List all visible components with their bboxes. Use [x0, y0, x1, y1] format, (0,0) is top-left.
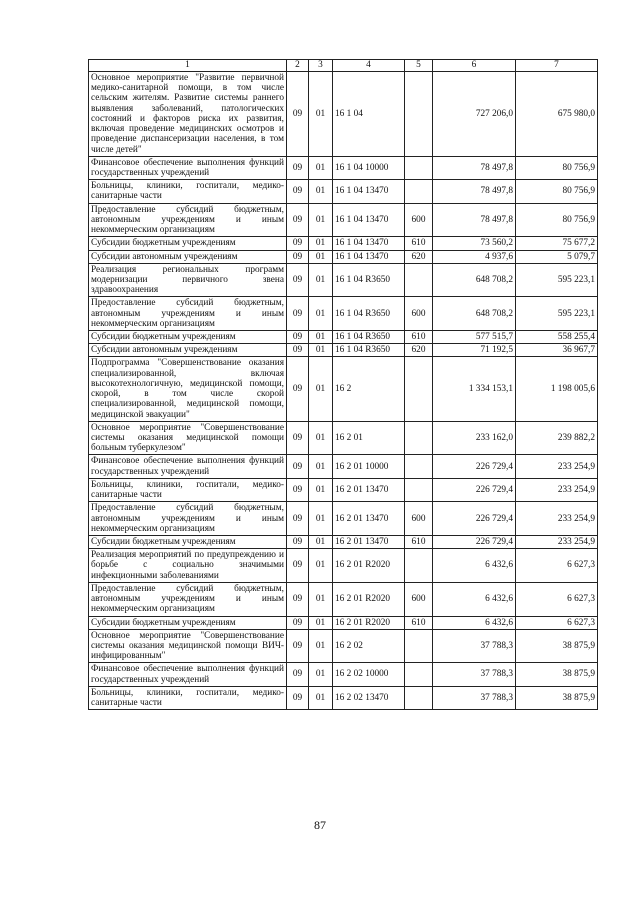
row-name-cell: Субсидии бюджетным учреждениям — [89, 331, 287, 344]
expense-type-code-cell: 610 — [405, 237, 433, 250]
table-row — [89, 478, 598, 501]
row-name-cell: Основное мероприятие "Развитие первичной медико-санитарной помощи, в том числе сельским жителям. Развитие системы раннего выявления заболеваний, патологических состояний и факторов риска их развития, включая проведение медицинских осмотров и проведение диспансеризации населения, в том числе детей" — [89, 72, 287, 157]
subsection-code-cell: 01 — [309, 250, 333, 263]
section-code-cell: 09 — [287, 616, 309, 629]
expense-type-code-cell — [405, 180, 433, 203]
subsection-code-cell: 01 — [309, 663, 333, 686]
amount-year-2-cell: 558 255,4 — [516, 331, 598, 344]
subsection-code-cell: 01 — [309, 156, 333, 179]
expense-type-code-cell — [405, 663, 433, 686]
section-code-cell: 09 — [287, 72, 309, 157]
row-name-cell: Финансовое обеспечение выполнения функций государственных учреждений — [89, 663, 287, 686]
table-row — [89, 203, 598, 237]
expense-type-code-cell — [405, 156, 433, 179]
expense-type-code-cell: 610 — [405, 616, 433, 629]
amount-year-1-cell: 4 937,6 — [433, 250, 516, 263]
amount-year-2-cell: 36 967,7 — [516, 344, 598, 357]
expense-type-code-cell — [405, 72, 433, 157]
amount-year-1-cell: 6 432,6 — [433, 616, 516, 629]
expense-type-code-cell — [405, 421, 433, 455]
table-row — [89, 357, 598, 421]
row-name-cell: Субсидии бюджетным учреждениям — [89, 535, 287, 548]
subsection-code-cell: 01 — [309, 686, 333, 709]
amount-year-1-cell: 233 162,0 — [433, 421, 516, 455]
amount-year-2-cell: 595 223,1 — [516, 297, 598, 331]
target-item-code-cell: 16 2 01 R2020 — [333, 616, 405, 629]
expense-type-code-cell — [405, 478, 433, 501]
section-code-cell: 09 — [287, 344, 309, 357]
row-name-cell: Финансовое обеспечение выполнения функций государственных учреждений — [89, 156, 287, 179]
target-item-code-cell: 16 2 01 13470 — [333, 535, 405, 548]
section-code-cell: 09 — [287, 478, 309, 501]
row-name-cell: Субсидии автономным учреждениям — [89, 250, 287, 263]
amount-year-1-cell: 37 788,3 — [433, 663, 516, 686]
amount-year-1-cell: 1 334 153,1 — [433, 357, 516, 421]
table-row — [89, 250, 598, 263]
amount-year-1-cell: 648 708,2 — [433, 297, 516, 331]
subsection-code-cell: 01 — [309, 616, 333, 629]
subsection-code-cell: 01 — [309, 629, 333, 663]
subsection-code-cell: 01 — [309, 357, 333, 421]
subsection-code-cell: 01 — [309, 297, 333, 331]
section-code-cell: 09 — [287, 203, 309, 237]
amount-year-1-cell: 727 206,0 — [433, 72, 516, 157]
subsection-code-cell: 01 — [309, 478, 333, 501]
amount-year-1-cell: 78 497,8 — [433, 203, 516, 237]
amount-year-1-cell: 6 432,6 — [433, 549, 516, 583]
expense-type-code-cell: 600 — [405, 297, 433, 331]
subsection-code-cell: 01 — [309, 421, 333, 455]
amount-year-2-cell: 80 756,9 — [516, 203, 598, 237]
amount-year-1-cell: 226 729,4 — [433, 478, 516, 501]
amount-year-2-cell: 38 875,9 — [516, 686, 598, 709]
table-row — [89, 263, 598, 297]
table-row — [89, 582, 598, 616]
target-item-code-cell: 16 1 04 13470 — [333, 237, 405, 250]
amount-year-1-cell: 6 432,6 — [433, 582, 516, 616]
table-row — [89, 344, 598, 357]
subsection-code-cell: 01 — [309, 331, 333, 344]
amount-year-1-cell: 71 192,5 — [433, 344, 516, 357]
expense-type-code-cell — [405, 263, 433, 297]
amount-year-2-cell: 239 882,2 — [516, 421, 598, 455]
amount-year-2-cell: 80 756,9 — [516, 180, 598, 203]
target-item-code-cell: 16 1 04 10000 — [333, 156, 405, 179]
page-number: 87 — [314, 818, 326, 832]
target-item-code-cell: 16 1 04 R3650 — [333, 344, 405, 357]
amount-year-1-cell: 78 497,8 — [433, 180, 516, 203]
amount-year-2-cell: 6 627,3 — [516, 549, 598, 583]
expense-type-code-cell — [405, 357, 433, 421]
subsection-code-cell: 01 — [309, 237, 333, 250]
amount-year-2-cell: 5 079,7 — [516, 250, 598, 263]
header-col-3: 3 — [309, 60, 333, 72]
amount-year-2-cell: 6 627,3 — [516, 616, 598, 629]
target-item-code-cell: 16 2 02 10000 — [333, 663, 405, 686]
table-row — [89, 455, 598, 478]
row-name-cell: Предоставление субсидий бюджетным, автономным учреждениям и иным некоммерческим организациям — [89, 502, 287, 536]
target-item-code-cell: 16 2 01 — [333, 421, 405, 455]
row-name-cell: Больницы, клиники, госпитали, медико-санитарные части — [89, 478, 287, 501]
table-row — [89, 72, 598, 157]
table-row — [89, 156, 598, 179]
header-col-6: 6 — [433, 60, 516, 72]
table-row — [89, 549, 598, 583]
section-code-cell: 09 — [287, 297, 309, 331]
amount-year-1-cell: 226 729,4 — [433, 502, 516, 536]
expense-type-code-cell: 600 — [405, 502, 433, 536]
subsection-code-cell: 01 — [309, 535, 333, 548]
header-col-5: 5 — [405, 60, 433, 72]
expense-type-code-cell: 620 — [405, 344, 433, 357]
expense-type-code-cell: 610 — [405, 331, 433, 344]
subsection-code-cell: 01 — [309, 455, 333, 478]
row-name-cell: Больницы, клиники, госпитали, медико-санитарные части — [89, 686, 287, 709]
amount-year-2-cell: 38 875,9 — [516, 663, 598, 686]
section-code-cell: 09 — [287, 549, 309, 583]
section-code-cell: 09 — [287, 250, 309, 263]
amount-year-2-cell: 1 198 005,6 — [516, 357, 598, 421]
header-col-4: 4 — [333, 60, 405, 72]
expense-type-code-cell — [405, 686, 433, 709]
section-code-cell: 09 — [287, 156, 309, 179]
target-item-code-cell: 16 1 04 13470 — [333, 250, 405, 263]
section-code-cell: 09 — [287, 331, 309, 344]
section-code-cell: 09 — [287, 629, 309, 663]
row-name-cell: Субсидии бюджетным учреждениям — [89, 237, 287, 250]
header-col-1: 1 — [89, 60, 287, 72]
row-name-cell: Реализация мероприятий по предупреждению и борьбе с социально значимыми инфекционными заболеваниями — [89, 549, 287, 583]
expense-type-code-cell — [405, 455, 433, 478]
table-row — [89, 616, 598, 629]
section-code-cell: 09 — [287, 535, 309, 548]
amount-year-2-cell: 233 254,9 — [516, 502, 598, 536]
target-item-code-cell: 16 2 — [333, 357, 405, 421]
table-row — [89, 502, 598, 536]
amount-year-1-cell: 226 729,4 — [433, 455, 516, 478]
amount-year-1-cell: 577 515,7 — [433, 331, 516, 344]
row-name-cell: Основное мероприятие "Совершенствование системы оказания медицинской помощи ВИЧ-инфицированным" — [89, 629, 287, 663]
expense-type-code-cell: 620 — [405, 250, 433, 263]
expense-type-code-cell: 600 — [405, 203, 433, 237]
section-code-cell: 09 — [287, 502, 309, 536]
amount-year-2-cell: 75 677,2 — [516, 237, 598, 250]
row-name-cell: Предоставление субсидий бюджетным, автономным учреждениям и иным некоммерческим организациям — [89, 203, 287, 237]
expense-type-code-cell — [405, 629, 433, 663]
table-header-row — [89, 60, 598, 72]
section-code-cell: 09 — [287, 663, 309, 686]
expense-type-code-cell — [405, 549, 433, 583]
row-name-cell: Подпрограмма "Совершенствование оказания специализированной, включая высокотехнологичную, медицинской помощи, скорой, в том числе скорой специализированной, медицинской помощи, медицинской эвакуации" — [89, 357, 287, 421]
target-item-code-cell: 16 1 04 — [333, 72, 405, 157]
table-row — [89, 331, 598, 344]
section-code-cell: 09 — [287, 180, 309, 203]
subsection-code-cell: 01 — [309, 582, 333, 616]
section-code-cell: 09 — [287, 421, 309, 455]
subsection-code-cell: 01 — [309, 344, 333, 357]
target-item-code-cell: 16 1 04 13470 — [333, 180, 405, 203]
amount-year-2-cell: 675 980,0 — [516, 72, 598, 157]
target-item-code-cell: 16 2 02 13470 — [333, 686, 405, 709]
target-item-code-cell: 16 1 04 13470 — [333, 203, 405, 237]
amount-year-2-cell: 233 254,9 — [516, 455, 598, 478]
target-item-code-cell: 16 2 01 R2020 — [333, 549, 405, 583]
subsection-code-cell: 01 — [309, 203, 333, 237]
subsection-code-cell: 01 — [309, 549, 333, 583]
target-item-code-cell: 16 2 01 10000 — [333, 455, 405, 478]
row-name-cell: Предоставление субсидий бюджетным, автономным учреждениям и иным некоммерческим организациям — [89, 582, 287, 616]
table-row — [89, 535, 598, 548]
section-code-cell: 09 — [287, 455, 309, 478]
target-item-code-cell: 16 1 04 R3650 — [333, 331, 405, 344]
amount-year-2-cell: 6 627,3 — [516, 582, 598, 616]
table-row — [89, 421, 598, 455]
table-body — [89, 72, 598, 710]
row-name-cell: Субсидии автономным учреждениям — [89, 344, 287, 357]
subsection-code-cell: 01 — [309, 502, 333, 536]
target-item-code-cell: 16 1 04 R3650 — [333, 263, 405, 297]
amount-year-2-cell: 80 756,9 — [516, 156, 598, 179]
amount-year-1-cell: 78 497,8 — [433, 156, 516, 179]
amount-year-1-cell: 648 708,2 — [433, 263, 516, 297]
amount-year-1-cell: 73 560,2 — [433, 237, 516, 250]
budget-table — [88, 59, 598, 710]
expense-type-code-cell: 600 — [405, 582, 433, 616]
amount-year-2-cell: 233 254,9 — [516, 478, 598, 501]
amount-year-2-cell: 233 254,9 — [516, 535, 598, 548]
section-code-cell: 09 — [287, 357, 309, 421]
table-row — [89, 237, 598, 250]
section-code-cell: 09 — [287, 237, 309, 250]
table-row — [89, 663, 598, 686]
subsection-code-cell: 01 — [309, 263, 333, 297]
target-item-code-cell: 16 2 01 13470 — [333, 502, 405, 536]
expense-type-code-cell: 610 — [405, 535, 433, 548]
target-item-code-cell: 16 2 01 R2020 — [333, 582, 405, 616]
table-row — [89, 297, 598, 331]
row-name-cell: Больницы, клиники, госпитали, медико-санитарные части — [89, 180, 287, 203]
row-name-cell: Реализация региональных программ модернизации первичного звена здравоохранения — [89, 263, 287, 297]
header-col-7: 7 — [516, 60, 598, 72]
table-row — [89, 629, 598, 663]
row-name-cell: Предоставление субсидий бюджетным, автономным учреждениям и иным некоммерческим организациям — [89, 297, 287, 331]
amount-year-2-cell: 595 223,1 — [516, 263, 598, 297]
section-code-cell: 09 — [287, 263, 309, 297]
subsection-code-cell: 01 — [309, 180, 333, 203]
row-name-cell: Финансовое обеспечение выполнения функций государственных учреждений — [89, 455, 287, 478]
section-code-cell: 09 — [287, 582, 309, 616]
target-item-code-cell: 16 1 04 R3650 — [333, 297, 405, 331]
row-name-cell: Основное мероприятие "Совершенствование системы оказания медицинской помощи больным туберкулезом" — [89, 421, 287, 455]
amount-year-2-cell: 38 875,9 — [516, 629, 598, 663]
table-row — [89, 686, 598, 709]
amount-year-1-cell: 37 788,3 — [433, 686, 516, 709]
subsection-code-cell: 01 — [309, 72, 333, 157]
target-item-code-cell: 16 2 02 — [333, 629, 405, 663]
amount-year-1-cell: 37 788,3 — [433, 629, 516, 663]
budget-table-container — [88, 59, 597, 710]
header-col-2: 2 — [287, 60, 309, 72]
table-row — [89, 180, 598, 203]
row-name-cell: Субсидии бюджетным учреждениям — [89, 616, 287, 629]
target-item-code-cell: 16 2 01 13470 — [333, 478, 405, 501]
section-code-cell: 09 — [287, 686, 309, 709]
amount-year-1-cell: 226 729,4 — [433, 535, 516, 548]
